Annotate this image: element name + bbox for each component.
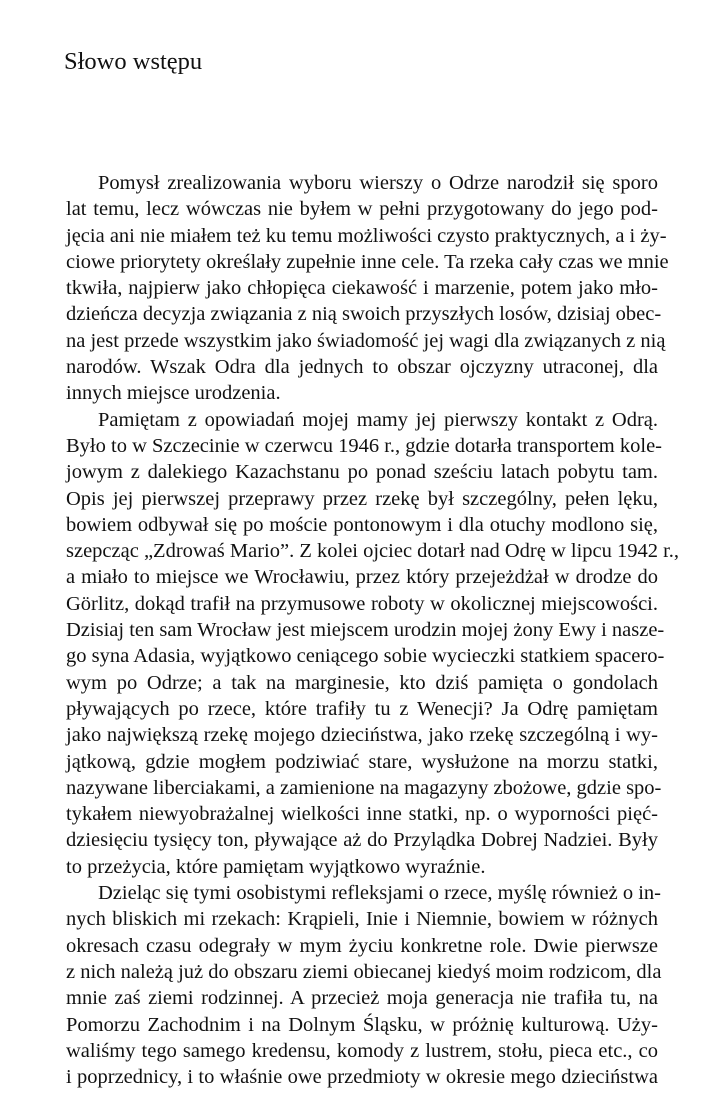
paragraph: [66, 407, 680, 880]
page-heading: Słowo wstępu: [64, 48, 203, 75]
text-line: pływających po rzece, które trafiły tu z Wenecji? Ja Odrę pamiętam: [66, 697, 658, 720]
text-line: mnie zaś ziemi rodzinnej. A przecież moja generacja nie trafiła tu, na: [66, 987, 658, 1010]
text-line: jako największą rzekę mojego dzieciństwa, jako rzekę szczególną i wy-: [66, 724, 658, 747]
text-line: go syna Adasia, wyjątkowo ceniącego sobie wycieczki statkiem spacero-: [66, 645, 665, 668]
text-line: narodów. Wszak Odra dla jednych to obszar ojczyzny utraconej, dla: [66, 356, 658, 379]
text-line: Było to w Szczecinie w czerwcu 1946 r., gdzie dotarła transportem kole-: [66, 434, 663, 457]
text-line: i poprzednicy, i to właśnie owe przedmioty w okresie mego dzieciństwa: [66, 1066, 658, 1089]
body-text: [66, 170, 680, 1090]
text-line: na jest przede wszystkim jako świadomość jej wagi dla związanych z nią: [66, 329, 666, 352]
text-line: tkwiła, najpierw jako chłopięca ciekawość i marzenie, potem jako mło-: [66, 277, 658, 300]
text-line: innych miejsce urodzenia.: [66, 382, 281, 405]
text-line: wym po Odrze; a tak na marginesie, kto dziś pamięta o gondolach: [66, 671, 658, 694]
text-line: Pamiętam z opowiadań mojej mamy jej pierwszy kontakt z Odrą.: [98, 408, 658, 431]
text-line: jątkową, gdzie mogłem podziwiać stare, wysłużone na morzu statki,: [66, 750, 658, 773]
text-line: Opis jej pierwszej przeprawy przez rzekę był szczególny, pełen lęku,: [66, 487, 658, 510]
text-line: Dzisiaj ten sam Wrocław jest miejscem urodzin mojej żony Ewy i nasze-: [66, 619, 665, 642]
text-line: to przeżycia, które pamiętam wyjątkowo wyraźnie.: [66, 855, 486, 878]
text-line: Dzieląc się tymi osobistymi refleksjami o rzece, myślę również o in-: [98, 882, 662, 905]
text-line: jowym z dalekiego Kazachstanu po ponad sześciu latach pobytu tam.: [66, 461, 658, 484]
text-line: tykałem niewyobrażalnej wielkości inne statki, np. o wyporności pięć-: [66, 803, 658, 826]
paragraph: [66, 170, 669, 407]
text-line: a miało to miejsce we Wrocławiu, przez który przejeżdżał w drodze do: [66, 566, 658, 589]
text-line: bowiem odbywał się po moście pontonowym i dla otuchy modlono się,: [66, 513, 658, 536]
text-line: Pomorzu Zachodnim i na Dolnym Śląsku, w próżnię kulturową. Uży-: [66, 1013, 658, 1036]
text-line: jęcia ani nie miałem też ku temu możliwości czysto praktycznych, a i ży-: [66, 224, 667, 247]
text-line: nych bliskich mi rzekach: Krąpieli, Inie i Niemnie, bowiem w różnych: [66, 908, 658, 931]
text-line: waliśmy tego samego kredensu, komody z lustrem, stołu, pieca etc., co: [66, 1039, 658, 1062]
text-line: nazywane liberciakami, a zamienione na magazyny zbożowe, gdzie spo-: [66, 776, 662, 799]
text-line: lat temu, lecz wówczas nie byłem w pełni przygotowany do jego pod-: [66, 198, 658, 221]
text-line: okresach czasu odegrały w mym życiu konkretne role. Dwie pierwsze: [66, 934, 658, 957]
text-line: Pomysł zrealizowania wyboru wierszy o Odrze narodził się sporo: [98, 172, 658, 194]
paragraph: [66, 880, 662, 1090]
text-line: dzieńcza decyzja związania z nią swoich przyszłych losów, dzisiaj obec-: [66, 303, 662, 326]
text-line: z nich należą już do obszaru ziemi obiecanej kiedyś moim rodzicom, dla: [66, 960, 662, 983]
text-line: dziesięciu tysięcy ton, pływające aż do Przylądka Dobrej Nadziei. Były: [66, 829, 658, 852]
text-line: ciowe priorytety określały zupełnie inne cele. Ta rzeka cały czas we mnie: [66, 250, 669, 273]
text-line: szepcząc „Zdrowaś Mario”. Z kolei ojciec dotarł nad Odrę w lipcu 1942 r.,: [66, 540, 680, 563]
text-line: Görlitz, dokąd trafił na przymusowe roboty w okolicznej miejscowości.: [66, 592, 658, 615]
